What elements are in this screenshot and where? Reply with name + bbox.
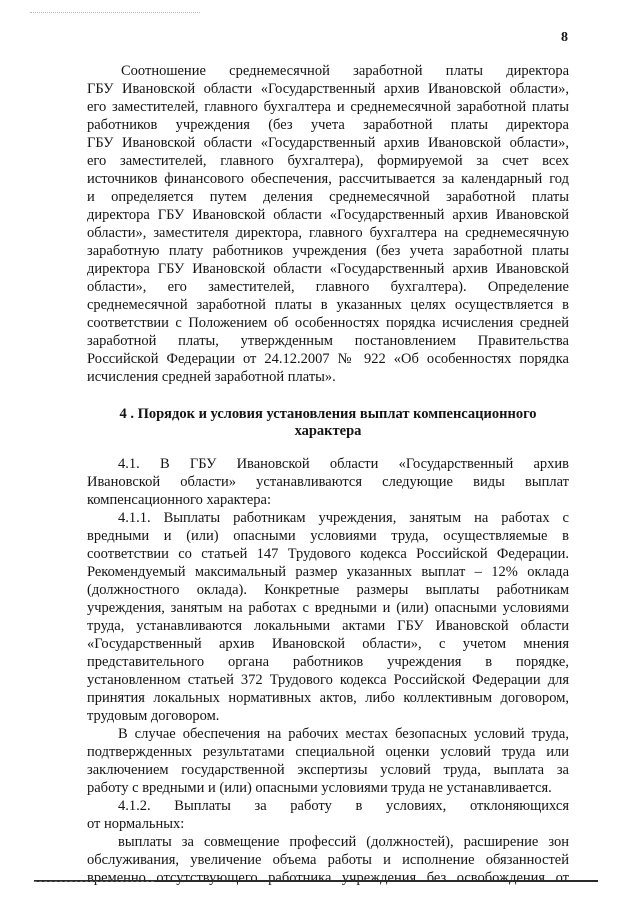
text-line: установленном статьей 372 Трудового кодекса Российской Федерации для: [87, 672, 569, 688]
text-line: источников финансового обеспечения, рассчитывается за календарный год: [87, 171, 569, 187]
text-line: представительного органа работников учреждения в порядке,: [87, 654, 569, 670]
text-line: директора ГБУ Ивановской области «Государственный архив Ивановской: [87, 261, 569, 277]
paragraph-4-1: [87, 455, 569, 509]
page-number: 8: [561, 30, 568, 45]
text-line: его заместителей, главного бухгалтера), формируемой за счет всех: [87, 153, 569, 169]
text-line: его заместителей, главного бухгалтера и среднемесячной заработной платы: [87, 99, 569, 115]
text-line: области», заместителя директора, главного бухгалтера на среднемесячную: [87, 225, 569, 241]
paragraph-salary-ratio: [87, 62, 569, 386]
text-line: области», его заместителей, главного бухгалтера). Определение: [87, 279, 569, 295]
text-line: подтвержденных результатами специальной оценки условий труда или: [87, 744, 569, 760]
text-line: 4.1.2. Выплаты за работу в условиях, отклоняющихся: [118, 798, 569, 814]
text-line: от нормальных:: [87, 816, 185, 832]
text-line: выплаты за совмещение профессий (должностей), расширение зон: [118, 834, 569, 850]
text-line: принятия локальных нормативных актов, либо коллективным договором,: [87, 690, 569, 706]
scan-artifact-bottom-dashes: [34, 881, 154, 882]
text-line: соответствии со статьей 147 Трудового кодекса Российской Федерации.: [87, 546, 569, 562]
text-line: среднемесячной заработной платы в указанных целях осуществляется в: [87, 297, 569, 313]
text-line: соответствии с Положением об особенностях порядка исчисления средней: [87, 315, 569, 331]
section-heading-line: характера: [294, 423, 362, 439]
paragraph-4-1-2: [87, 797, 569, 833]
text-line: обслуживания, увеличение объема работы и исполнение обязанностей: [87, 852, 569, 868]
text-line: 4.1.1. Выплаты работникам учреждения, занятым на работах с: [118, 510, 569, 526]
text-line: (должностного оклада). Конкретные размеры выплаты работникам: [87, 582, 569, 598]
text-line: заработной платы, утвержденным постановлением Правительства: [87, 333, 569, 349]
text-line: Рекомендуемый максимальный размер указанных выплат – 12% оклада: [87, 564, 569, 580]
paragraph-combination: [87, 833, 569, 887]
text-line: вредными и (или) опасными условиями труда, осуществляемые в: [87, 528, 569, 544]
text-line: исчисления средней заработной платы».: [87, 369, 336, 385]
section-heading-line: 4 . Порядок и условия установления выплат компенсационного: [119, 406, 537, 422]
text-line: учреждения, занятым на работах с вредными и (или) опасными условиями: [87, 600, 569, 616]
text-line: ГБУ Ивановской области «Государственный архив Ивановской области»,: [87, 81, 569, 97]
text-line: временно отсутствующего работника учреждения без освобождения от: [87, 870, 569, 886]
paragraph-4-1-1: [87, 509, 569, 725]
text-line: 4.1. В ГБУ Ивановской области «Государственный архив: [118, 456, 569, 472]
text-line: работу с вредными и (или) опасными условиями труда не устанавливается.: [87, 780, 552, 796]
text-line: труда, устанавливаются локальными актами ГБУ Ивановской области: [87, 618, 569, 634]
text-line: компенсационного характера:: [87, 492, 271, 508]
text-line: В случае обеспечения на рабочих местах безопасных условий труда,: [118, 726, 569, 742]
section-heading: [87, 406, 569, 440]
text-line: Ивановской области» устанавливаются следующие виды выплат: [87, 474, 569, 490]
text-line: заработную плату работников учреждения (без учета заработной платы: [87, 243, 569, 259]
text-line: директора ГБУ Ивановской области «Государственный архив Ивановской: [87, 207, 569, 223]
paragraph-safe-conditions: [87, 725, 569, 797]
text-line: работников учреждения (без учета заработной платы директора: [87, 117, 569, 133]
text-line: ГБУ Ивановской области «Государственный архив Ивановской области»,: [87, 135, 569, 151]
scan-artifact-top: [30, 12, 200, 16]
document-body: [87, 62, 569, 887]
text-line: «Государственный архив Ивановской области», с учетом мнения: [87, 636, 569, 652]
text-line: заключением государственной экспертизы условий труда, выплата за: [87, 762, 569, 778]
text-line: Российской Федерации от 24.12.2007 № 922 «Об особенностях порядка: [87, 351, 569, 367]
text-line: трудовым договором.: [87, 708, 220, 724]
text-line: и определяется путем деления среднемесячной заработной платы: [87, 189, 569, 205]
text-line: Соотношение среднемесячной заработной платы директора: [121, 63, 569, 79]
